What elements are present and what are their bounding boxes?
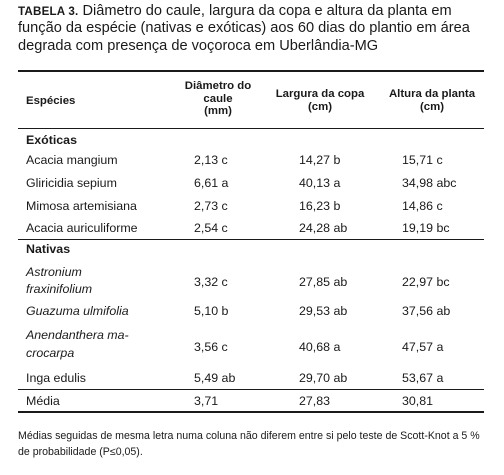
height-value: 37,56 ab [402, 304, 451, 318]
diameter-value: 3,32 c [194, 275, 228, 289]
table-footnote: Médias seguidas de mesma letra numa coluna não diferem entre si pelo teste de Scott-Knot a 5 % de probabilidade (P≤0,05). [18, 430, 480, 458]
height-value: 47,57 a [402, 340, 444, 354]
height-value: 53,67 a [402, 371, 444, 385]
species-name: Astronium fraxinifolium [26, 265, 93, 296]
caption-text: Diâmetro do caule, largura da copa e altura da planta em função da espécie (nativas e exóticas) aos 60 dias do plantio em área degrada com presença de voçoroca em Uberlândia-MG [18, 3, 470, 54]
diameter-value: 2,54 c [194, 221, 228, 235]
height-value: 15,71 c [402, 153, 443, 167]
species-name: Anendanthera ma- crocarpa [26, 328, 129, 360]
width-value: 27,85 ab [299, 275, 348, 289]
header-height: Altura da planta (cm) [388, 88, 476, 113]
diameter-value: 5,49 ab [194, 371, 236, 385]
width-value: 16,23 b [299, 199, 341, 213]
mean-height: 30,81 [402, 394, 434, 408]
header-width: Largura da copa (cm) [275, 88, 365, 113]
mean-diameter: 3,71 [194, 394, 219, 408]
diameter-value: 3,56 c [194, 340, 228, 354]
header-species: Espécies [26, 95, 76, 107]
width-value: 40,13 a [299, 176, 341, 190]
height-value: 19,19 bc [402, 221, 450, 235]
section-rule [18, 239, 484, 240]
mean-rule [18, 389, 484, 390]
width-value: 29,53 ab [299, 304, 348, 318]
mean-width: 27,83 [299, 394, 331, 408]
height-value: 34,98 abc [402, 176, 457, 190]
diameter-value: 2,73 c [194, 199, 228, 213]
diameter-value: 2,13 c [194, 153, 228, 167]
width-value: 40,68 a [299, 340, 341, 354]
header-rule [18, 128, 484, 129]
caption-label: TABELA 3. [18, 5, 79, 18]
species-name: Acacia mangium [26, 153, 118, 167]
height-value: 14,86 c [402, 199, 443, 213]
species-name: Guazuma ulmifolia [26, 304, 129, 318]
section-native: Nativas [26, 242, 71, 256]
bottom-rule [18, 411, 484, 413]
section-exotic: Exóticas [26, 133, 77, 147]
species-name: Inga edulis [26, 371, 86, 385]
width-value: 29,70 ab [299, 371, 348, 385]
height-value: 22,97 bc [402, 275, 450, 289]
width-value: 24,28 ab [299, 221, 348, 235]
diameter-value: 5,10 b [194, 304, 229, 318]
diameter-value: 6,61 a [194, 176, 229, 190]
mean-label: Média [26, 394, 60, 408]
top-rule [18, 70, 484, 72]
header-diameter: Diâmetro do caule (mm) [184, 80, 252, 118]
species-name: Acacia auriculiforme [26, 221, 138, 235]
table-caption [18, 3, 492, 55]
species-name: Mimosa artemisiana [26, 199, 137, 213]
width-value: 14,27 b [299, 153, 341, 167]
species-name: Gliricidia sepium [26, 176, 117, 190]
